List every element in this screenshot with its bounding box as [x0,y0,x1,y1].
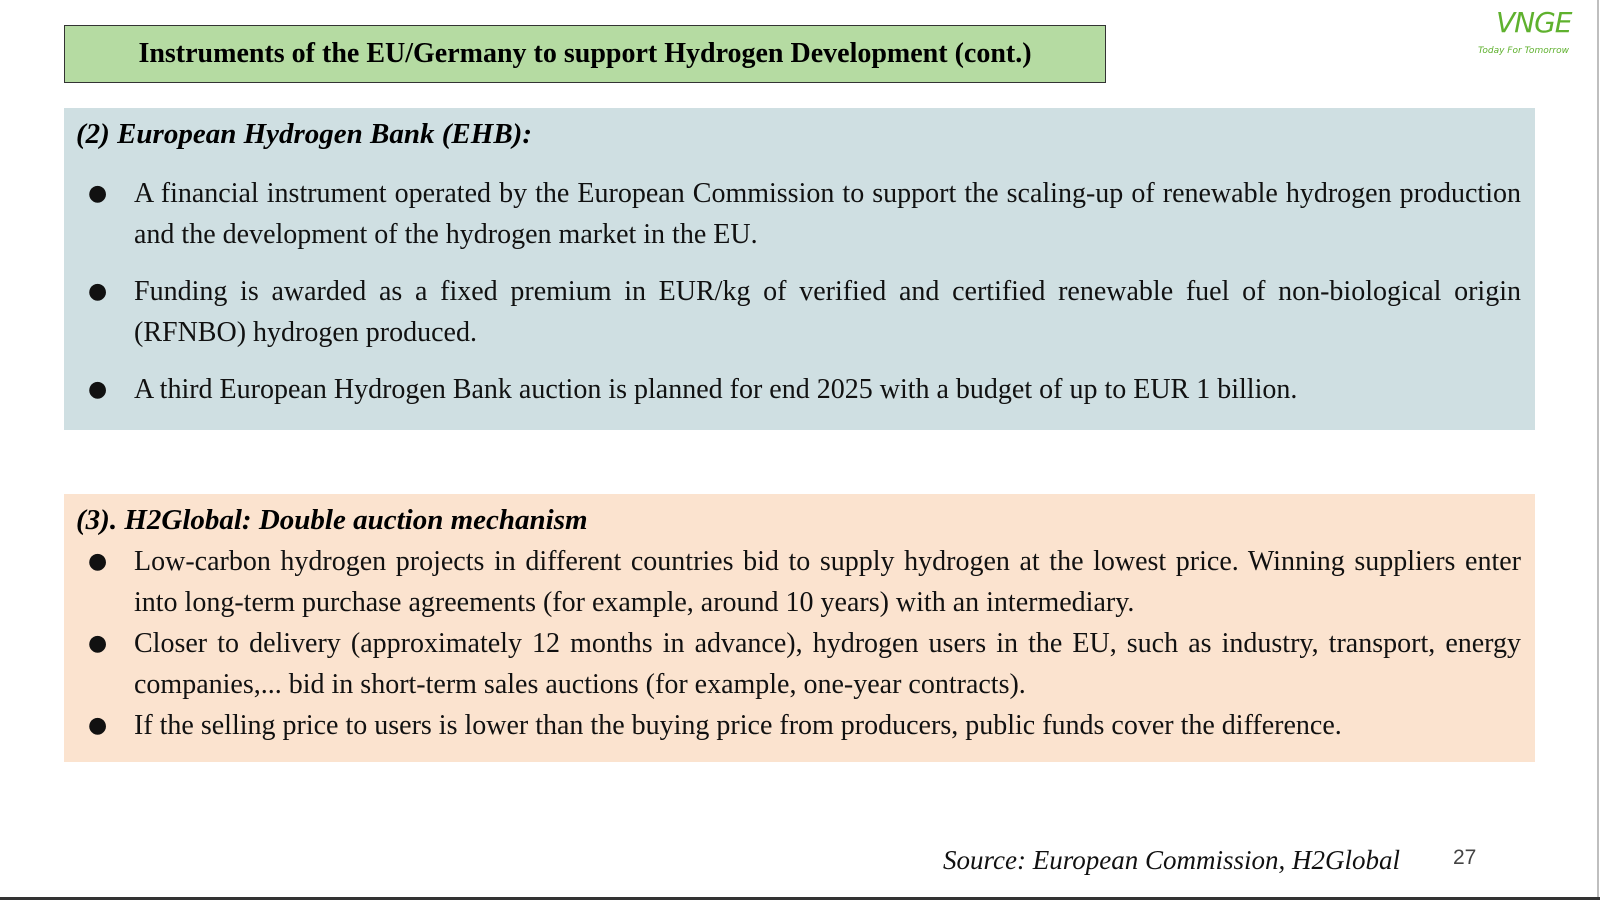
ehb-section [64,108,1535,430]
ehb-bullet-list [76,173,1521,410]
list-item [76,705,1521,746]
company-logo [1478,6,1596,62]
bullet-icon: ● [88,279,108,304]
h2global-heading: (3). H2Global: Double auction mechanism [76,504,588,536]
bullet-text: A financial instrument operated by the European Commission to support the scaling-up of renewable hydrogen production and the development of the hydrogen market in the EU. [134,178,1521,250]
bullet-icon: ● [88,377,108,402]
h2global-bullet-list [76,541,1521,746]
list-item [76,623,1521,705]
bullet-text: Funding is awarded as a fixed premium in EUR/kg of verified and certified renewable fuel of non-biological origin (RFNBO) hydrogen produced. [134,276,1521,348]
right-border-divider [1597,0,1599,900]
ehb-heading: (2) European Hydrogen Bank (EHB): [76,118,532,150]
bullet-icon: ● [88,631,108,656]
source-citation: Source: European Commission, H2Global [943,845,1400,875]
h2global-section [64,494,1535,762]
bullet-text: If the selling price to users is lower than the buying price from producers, public funds cover the difference. [134,710,1342,741]
slide-title [64,25,1106,83]
list-item [76,271,1521,353]
list-item [76,173,1521,255]
list-item [76,369,1521,410]
logo-mark: VNGE [1496,6,1572,39]
bullet-icon: ● [88,549,108,574]
bullet-text: A third European Hydrogen Bank auction is planned for end 2025 with a budget of up to EUR 1 billion. [134,374,1298,405]
logo-tagline: Today For Tomorrow [1478,46,1569,56]
bullet-icon: ● [88,181,108,206]
page-number: 27 [1453,846,1477,869]
bullet-icon: ● [88,713,108,738]
bullet-text: Closer to delivery (approximately 12 months in advance), hydrogen users in the EU, such as industry, transport, energy companies,... bid in short-term sales auctions (for example, one-year contracts). [134,628,1521,700]
slide-title-text: Instruments of the EU/Germany to support Hydrogen Development (cont.) [138,38,1032,69]
list-item [76,541,1521,623]
bullet-text: Low-carbon hydrogen projects in different countries bid to supply hydrogen at the lowest price. Winning suppliers enter into long-term purchase agreements (for example, around 10 years) with an intermediary. [134,546,1521,618]
